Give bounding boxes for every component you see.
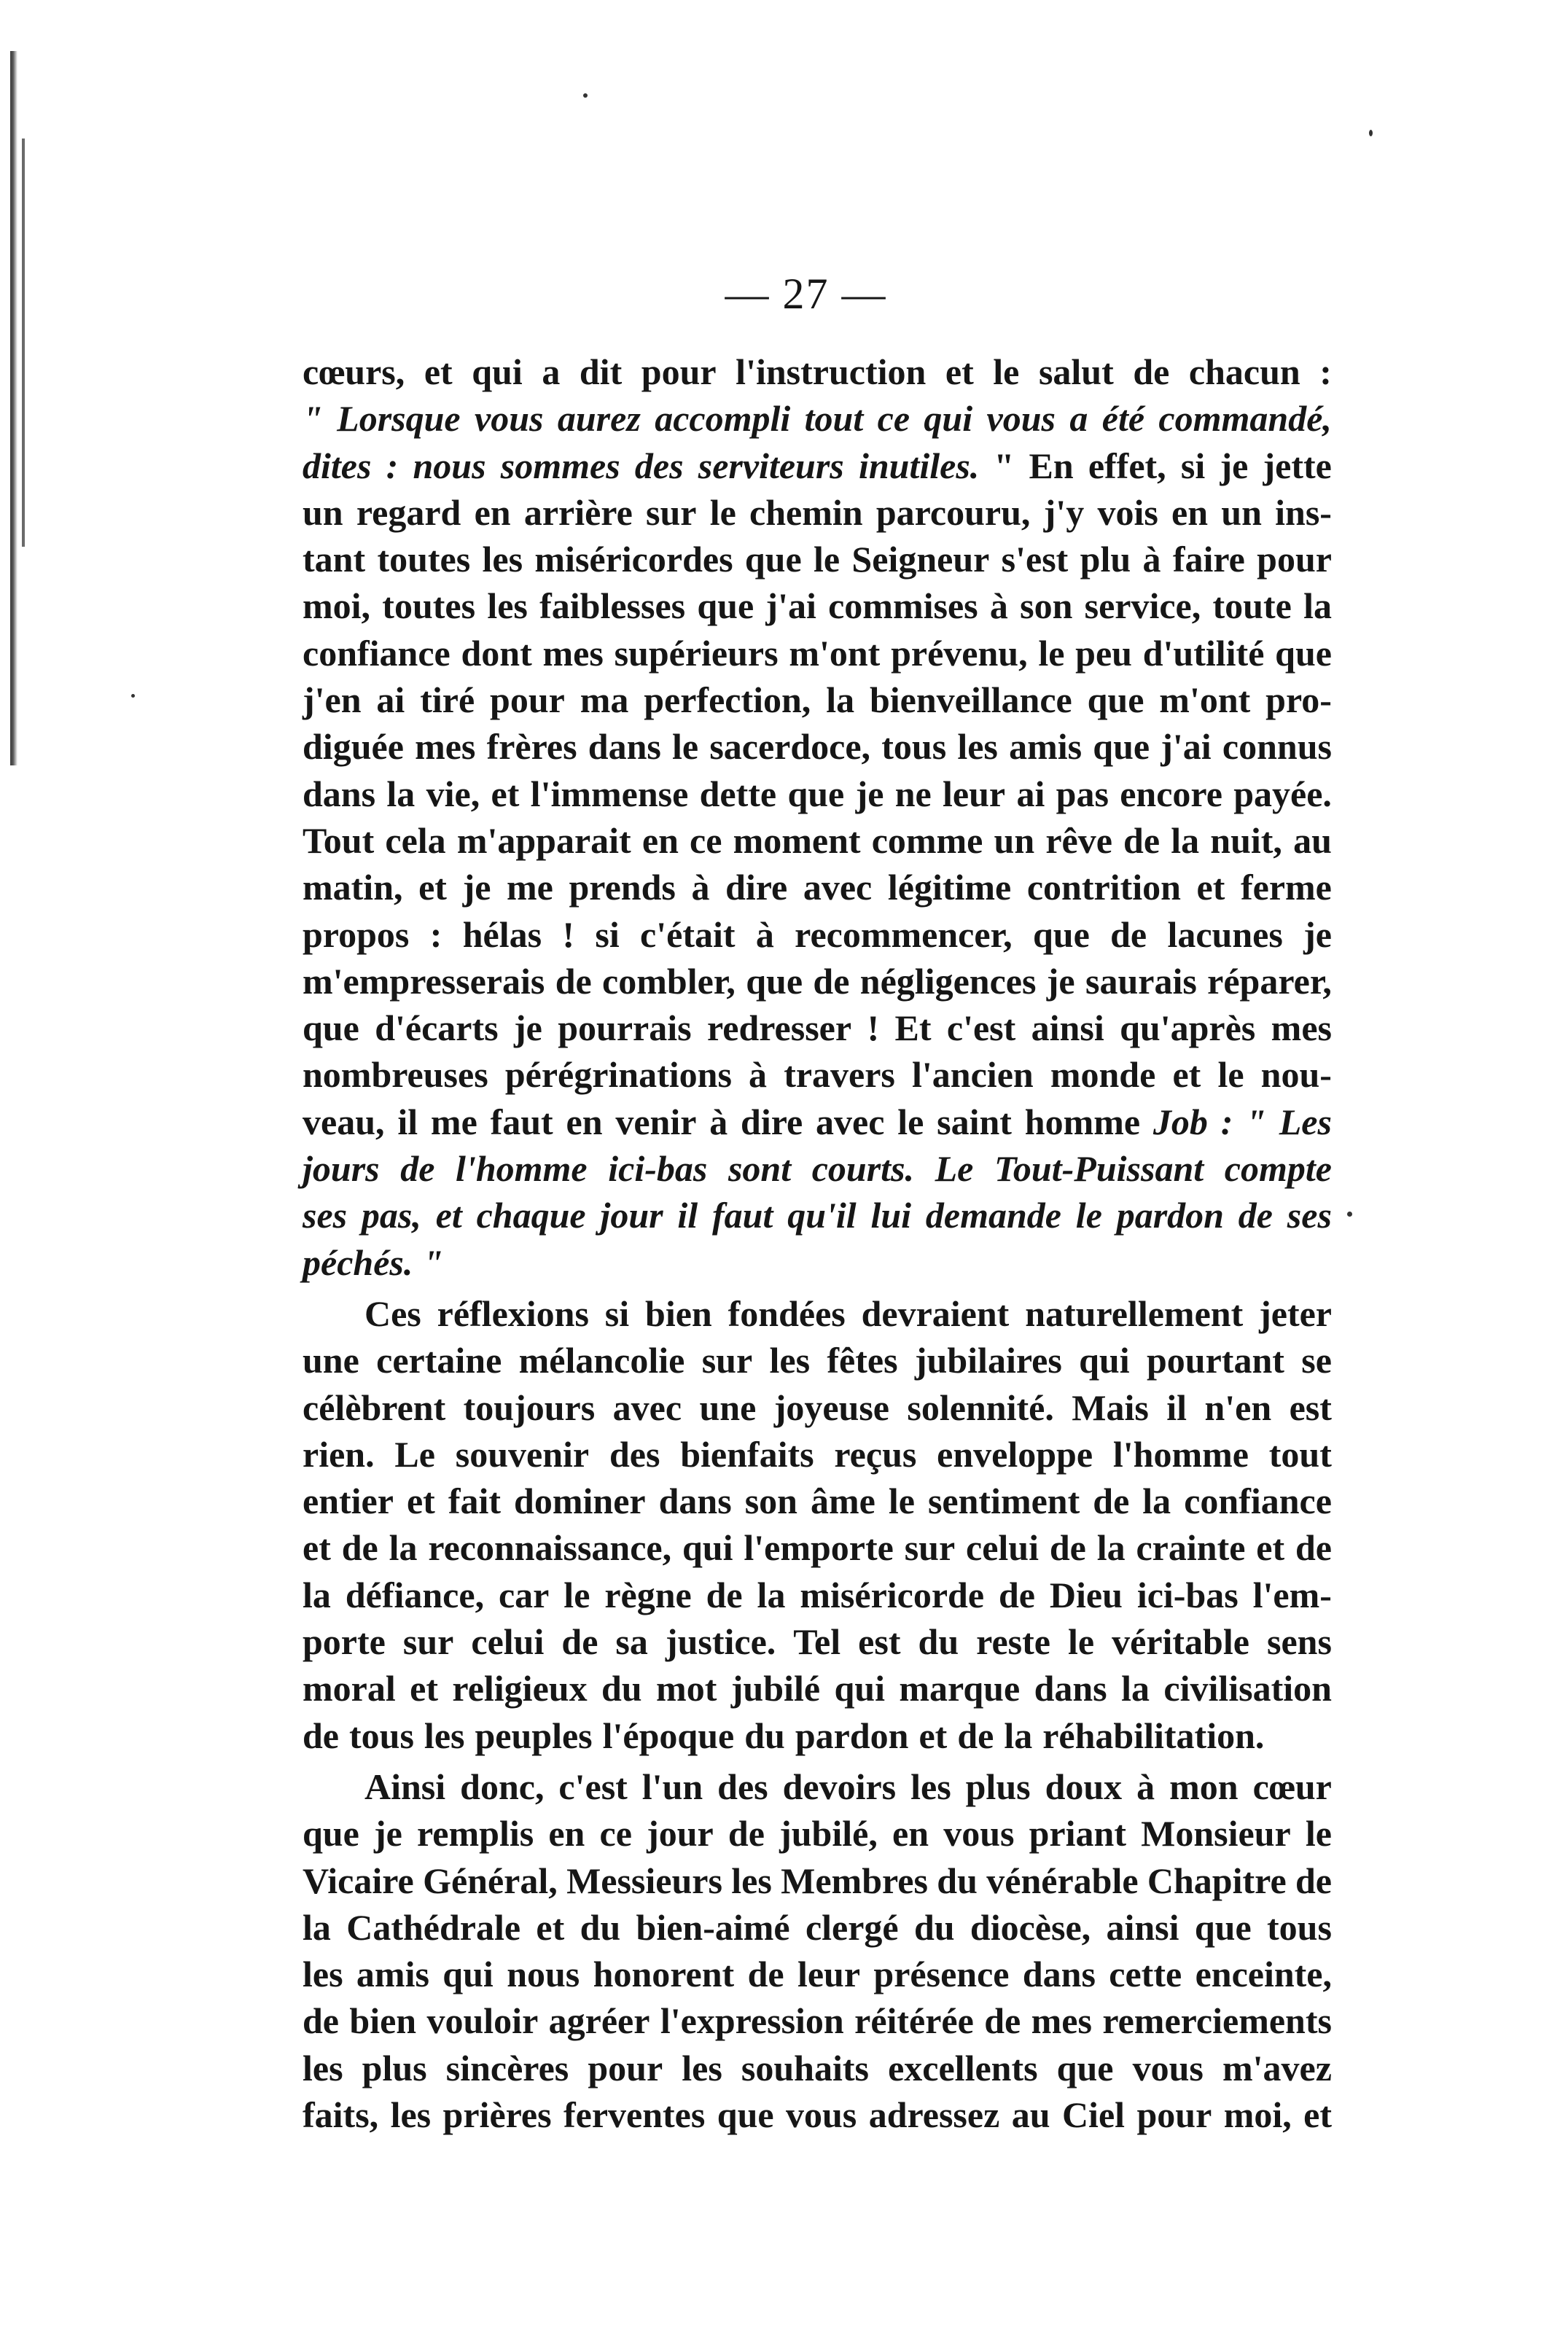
text-line: veau, il me faut en venir à dire avec le saint homme Job : " Les <box>303 1101 1332 1142</box>
text-line: moi, toutes les faiblesses que j'ai commises à son service, toute la <box>303 585 1332 627</box>
text-line: que je remplis en ce jour de jubilé, en vous priant Monsieur le <box>303 1813 1332 1855</box>
text-line: Ces réflexions si bien fondées devraient naturellement jeter <box>364 1292 1332 1334</box>
text-line: ses pas, et chaque jour il faut qu'il lui demande le pardon de ses <box>303 1195 1332 1236</box>
text-line: et de la reconnaissance, qui l'emporte sur celui de la crainte et de <box>303 1527 1332 1569</box>
text-line: jours de l'homme ici-bas sont courts. Le Tout-Puissant compte <box>303 1148 1332 1190</box>
scan-binding-shadow <box>22 139 25 547</box>
text-line: Tout cela m'apparait en ce moment comme un rêve de la nuit, au <box>303 819 1332 861</box>
text-line: confiance dont mes supérieurs m'ont prévenu, le peu d'utilité que <box>303 632 1332 674</box>
scan-speck <box>1347 1212 1352 1217</box>
text-line: dites : nous sommes des serviteurs inutiles. " En effet, si je jette <box>303 445 1332 486</box>
text-line: péchés. " <box>303 1241 444 1283</box>
text-line: entier et fait dominer dans son âme le sentiment de la confiance <box>303 1481 1332 1522</box>
paragraph <box>303 1290 1332 1759</box>
text-line: les amis qui nous honorent de leur présence dans cette enceinte, <box>303 1954 1332 1995</box>
text-line: célèbrent toujours avec une joyeuse solennité. Mais il n'en est <box>303 1387 1332 1428</box>
text-line: nombreuses pérégrinations à travers l'ancien monde et le nou- <box>303 1054 1332 1096</box>
text-line: rien. Le souvenir des bienfaits reçus enveloppe l'homme tout <box>303 1433 1332 1475</box>
text-line: cœurs, et qui a dit pour l'instruction et le salut de chacun : <box>303 351 1332 392</box>
text-line: m'empresserais de combler, que de négligences je saurais réparer, <box>303 960 1332 1002</box>
text-line: propos : hélas ! si c'était à recommencer, que de lacunes je <box>303 913 1332 955</box>
text-line: les plus sincères pour les souhaits excellents que vous m'avez <box>303 2047 1332 2089</box>
text-line: moral et religieux du mot jubilé qui marque dans la civilisation <box>303 1668 1332 1709</box>
text-line: un regard en arrière sur le chemin parcouru, j'y vois en un ins- <box>303 491 1332 533</box>
text-line: une certaine mélancolie sur les fêtes jubilaires qui pourtant se <box>303 1340 1332 1381</box>
page-number: — 27 — <box>725 270 887 318</box>
text-line: j'en ai tiré pour ma perfection, la bienveillance que m'ont pro- <box>303 679 1332 721</box>
text-line: matin, et je me prends à dire avec légitime contrition et ferme <box>303 867 1332 908</box>
paragraph <box>303 348 1332 1286</box>
text-line: de bien vouloir agréer l'expression réitérée de mes remerciements <box>303 2000 1332 2042</box>
text-line: que d'écarts je pourrais redresser ! Et c'est ainsi qu'après mes <box>303 1007 1332 1049</box>
text-line: Ainsi donc, c'est l'un des devoirs les plus doux à mon cœur <box>364 1766 1332 1807</box>
text-line: diguée mes frères dans le sacerdoce, tous les amis que j'ai connus <box>303 726 1332 768</box>
text-line: " Lorsque vous aurez accompli tout ce qui vous a été commandé, <box>303 398 1332 440</box>
paragraph <box>303 1763 1332 2138</box>
text-line: la défiance, car le règne de la miséricorde de Dieu ici-bas l'em- <box>303 1574 1332 1615</box>
text-line: de tous les peuples l'époque du pardon et de la réhabilitation. <box>303 1715 1265 1756</box>
text-line: la Cathédrale et du bien-aimé clergé du diocèse, ainsi que tous <box>303 1906 1332 1948</box>
scan-binding-edge <box>10 51 17 765</box>
scan-speck <box>131 694 135 698</box>
text-line: faits, les prières ferventes que vous adressez au Ciel pour moi, et <box>303 2094 1332 2135</box>
text-line: dans la vie, et l'immense dette que je ne leur ai pas encore payée. <box>303 773 1332 814</box>
scan-speck <box>1369 130 1373 136</box>
text-line: tant toutes les miséricordes que le Seigneur s'est plu à faire pour <box>303 539 1332 580</box>
text-line: Vicaire Général, Messieurs les Membres du vénérable Chapitre de <box>303 1860 1332 1901</box>
scan-speck <box>583 93 588 98</box>
text-line: porte sur celui de sa justice. Tel est du reste le véritable sens <box>303 1621 1332 1663</box>
body-text <box>303 348 1332 2142</box>
